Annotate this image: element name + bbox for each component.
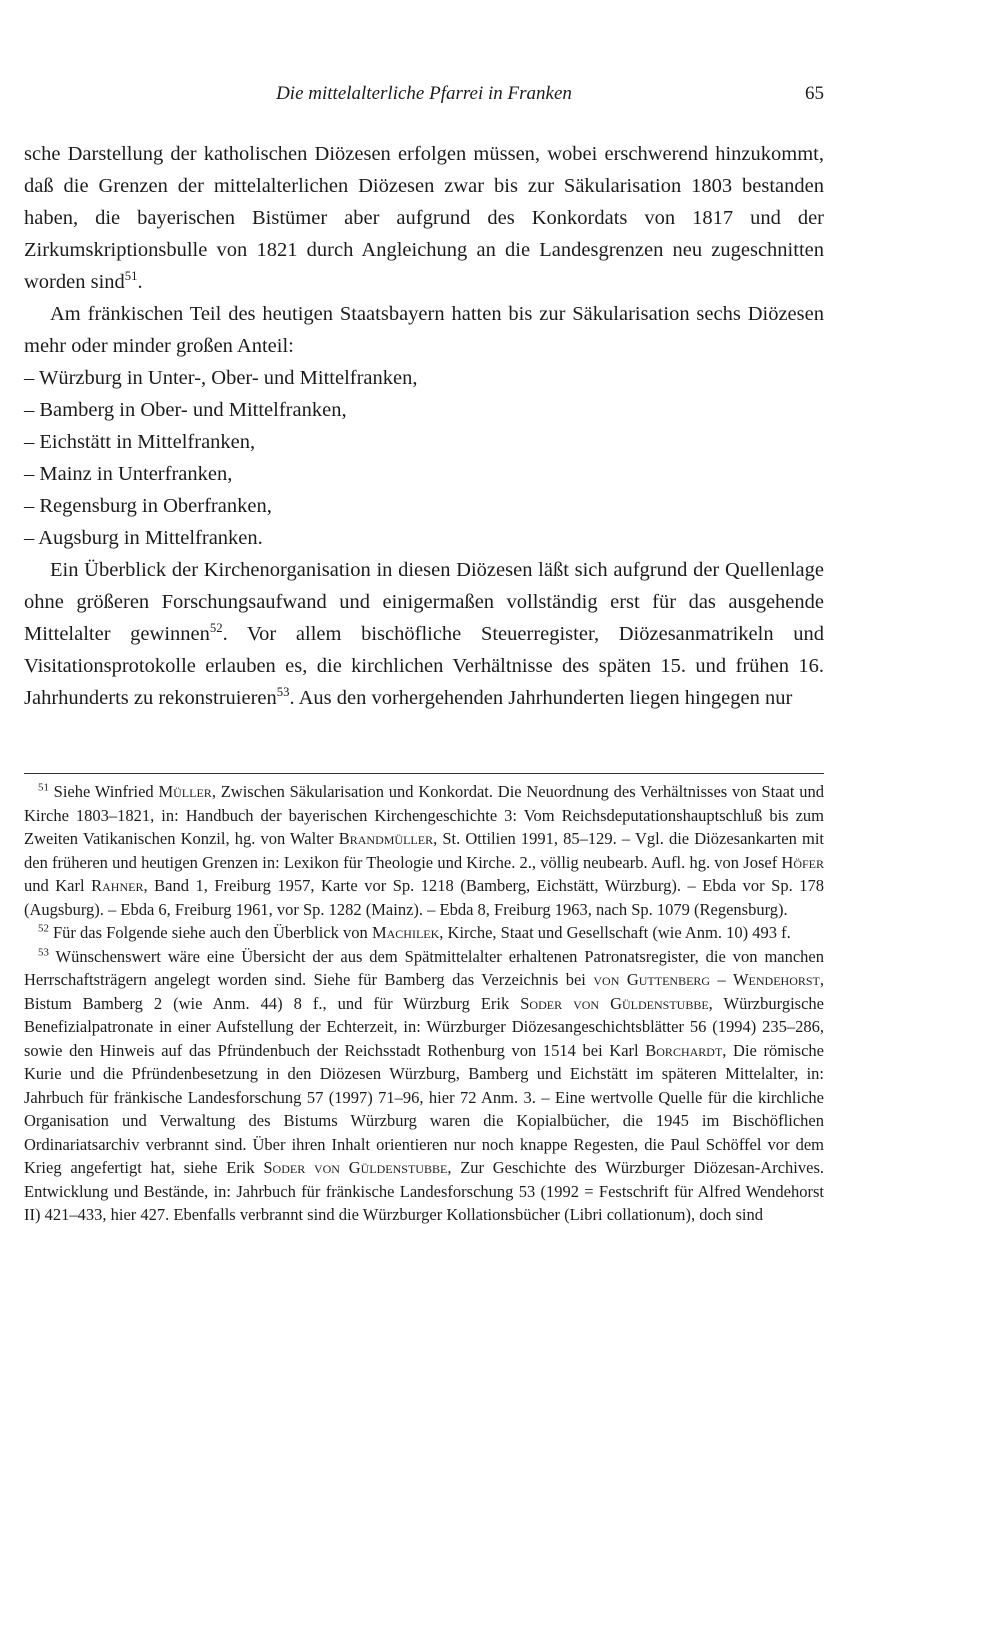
footnote-text: , St. Ottilien 1991, 85–129. – Vgl. die Diözesankarten mit den früheren und heutigen Grenzen in: Lexikon für Theologie und Kirche. 2., völlig neubearb. Aufl. hg. von Josef bbox=[24, 829, 824, 872]
footnote-51 bbox=[24, 780, 824, 921]
paragraph-3-part-b: . Vor allem bischöfliche Steuerregister, Diözesanmatrikeln und Visitationsprotokolle erlauben es, die kirchlichen Verhältnisse des späten 15. und frühen 16. Jahrhunderts zu rekonstruieren bbox=[24, 623, 824, 709]
author-name: Brandmüller bbox=[338, 829, 434, 848]
list-item: – Würzburg in Unter-, Ober- und Mittelfranken, bbox=[24, 367, 418, 389]
footnote-text: , Bistum Bamberg 2 (wie Anm. 44) 8 f., und für Würzburg Erik bbox=[24, 970, 824, 1013]
footnote-text: Für das Folgende siehe auch den Überblick von bbox=[53, 923, 372, 942]
footnote-text: , Zwischen Säkularisation und Konkordat. Die Neuordnung des Verhältnisses von Staat und Kirche 1803–1821, in: Handbuch der bayerischen Kirchengeschichte 3: Vom Reichsdeputationshauptschluß bis zum Zweiten Vatikanischen Konzil, hg. von Walter bbox=[24, 782, 824, 848]
author-name: Soder von Güldenstubbe bbox=[263, 1158, 448, 1177]
paragraph-2: Am fränkischen Teil des heutigen Staatsbayern hatten bis zur Säkularisation sechs Diözesen mehr oder minder großen Anteil: bbox=[24, 303, 824, 357]
author-name: Borchardt bbox=[645, 1040, 723, 1060]
footnote-ref-51[interactable]: 51 bbox=[124, 269, 138, 284]
footnote-ref-53[interactable]: 53 bbox=[276, 685, 290, 700]
list-item: – Augsburg in Mittelfranken. bbox=[24, 527, 263, 549]
footnote-text: , Die römische Kurie und die Pfründenbesetzung in den Diözesen Würzburg, Bamberg und Eichstätt im späteren Mittelalter, in: Jahrbuch für fränkische Landesforschung 57 (1997) 71–96, hier 72 Anm. 3. – Eine wertvolle Quelle für die kirchliche Organisation und Verwaltung des Bistums Würzburg waren die Kopialbücher, die 1945 im Bischöflichen Ordinariatsarchiv verbrannt sind. Über ihren Inhalt orientieren nur noch knappe Regesten, die Paul Schöffel vor dem Krieg angefertigt hat, siehe Erik bbox=[24, 1040, 824, 1177]
footnote-text: , Kirche, Staat und Gesellschaft (wie Anm. 10) 493 f. bbox=[439, 923, 791, 942]
paragraph-1-text: sche Darstellung der katholischen Diözesen erfolgen müssen, wobei erschwerend hinzukommt, daß die Grenzen der mittelalterlichen Diözesen zwar bis zur Säkularisation 1803 bestanden haben, die bayerischen Bistümer aber aufgrund des Konkordats von 1817 und der Zirkumskriptionsbulle von 1821 durch Angleichung an die Landesgrenzen neu zugeschnitten worden sind bbox=[24, 143, 824, 293]
author-name: Machilek bbox=[371, 923, 440, 942]
author-name: Müller bbox=[158, 782, 212, 801]
author-name: von Guttenberg – Wendehorst bbox=[593, 970, 820, 989]
list-item: – Regensburg in Oberfranken, bbox=[24, 495, 272, 517]
paragraph-1 bbox=[24, 138, 824, 298]
footnote-number: 51 bbox=[38, 781, 49, 794]
footnote-divider bbox=[24, 773, 824, 774]
page-number: 65 bbox=[805, 83, 824, 104]
diocese-list bbox=[24, 362, 824, 554]
author-name: Höfer bbox=[781, 852, 824, 872]
footnote-text: , Zur Geschichte des Würzburger Diözesan-Archives. Entwicklung und Bestände, in: Jahrbuch für fränkische Landesforschung 53 (1992 = Festschrift für Alfred Wendehorst II) 421–433, hier 427. Ebenfalls verbrannt sind die Würzburger Kollationsbücher (Libri collationum), doch sind bbox=[24, 1158, 824, 1224]
author-name: Rahner bbox=[91, 876, 144, 895]
footnote-text: und Karl bbox=[24, 876, 92, 895]
footnote-53 bbox=[24, 945, 824, 1227]
footnote-52 bbox=[24, 921, 824, 945]
footnote-text: , Würzburgische Benefizialpatronate in einer Aufstellung der Echterzeit, in: Würzburger Diözesangeschichtsblätter 56 (1994) 235–286, sowie den Hinweis auf das Pfründenbuch der Reichsstadt Rothenburg von 1514 bei Karl bbox=[24, 993, 824, 1060]
author-name: Soder von Güldenstubbe bbox=[520, 993, 709, 1013]
footnotes bbox=[24, 780, 824, 1227]
list-item: – Eichstätt in Mittelfranken, bbox=[24, 431, 256, 453]
main-text bbox=[24, 138, 824, 714]
list-item: – Bamberg in Ober- und Mittelfranken, bbox=[24, 399, 347, 421]
footnote-text: , Band 1, Freiburg 1957, Karte vor Sp. 1218 (Bamberg, Eichstätt, Würzburg). – Ebda vor Sp. 178 (Augsburg). – Ebda 6, Freiburg 1961, vor Sp. 1282 (Mainz). – Ebda 8, Freiburg 1963, nach Sp. 1079 (Regensburg). bbox=[24, 876, 825, 919]
footnote-number: 53 bbox=[38, 946, 49, 958]
footnote-ref-52[interactable]: 52 bbox=[209, 621, 223, 636]
footnote-number: 52 bbox=[38, 922, 49, 935]
paragraph-3 bbox=[24, 554, 824, 714]
paragraph-3-part-a: Ein Überblick der Kirchenorganisation in diesen Diözesen läßt sich aufgrund der Quellenlage ohne größeren Forschungsaufwand und einigermaßen vollständig erst für das ausgehende Mittelalter gewinnen bbox=[24, 559, 824, 645]
footnote-text: Siehe Winfried bbox=[53, 782, 159, 801]
paragraph-3-part-c: . Aus den vorhergehenden Jahrhunderten liegen hingegen nur bbox=[289, 687, 793, 709]
footnote-text: Wünschenswert wäre eine Übersicht der aus dem Spätmittelalter erhaltenen Patronatsregister, die von manchen Herrschaftsträgern angelegt worden sind. Siehe für Bamberg das Verzeichnis bei bbox=[24, 946, 825, 989]
list-item: – Mainz in Unterfranken, bbox=[24, 463, 233, 485]
running-title: Die mittelalterliche Pfarrei in Franken bbox=[276, 83, 572, 104]
running-header bbox=[24, 78, 824, 110]
paragraph-1-end: . bbox=[137, 271, 143, 293]
